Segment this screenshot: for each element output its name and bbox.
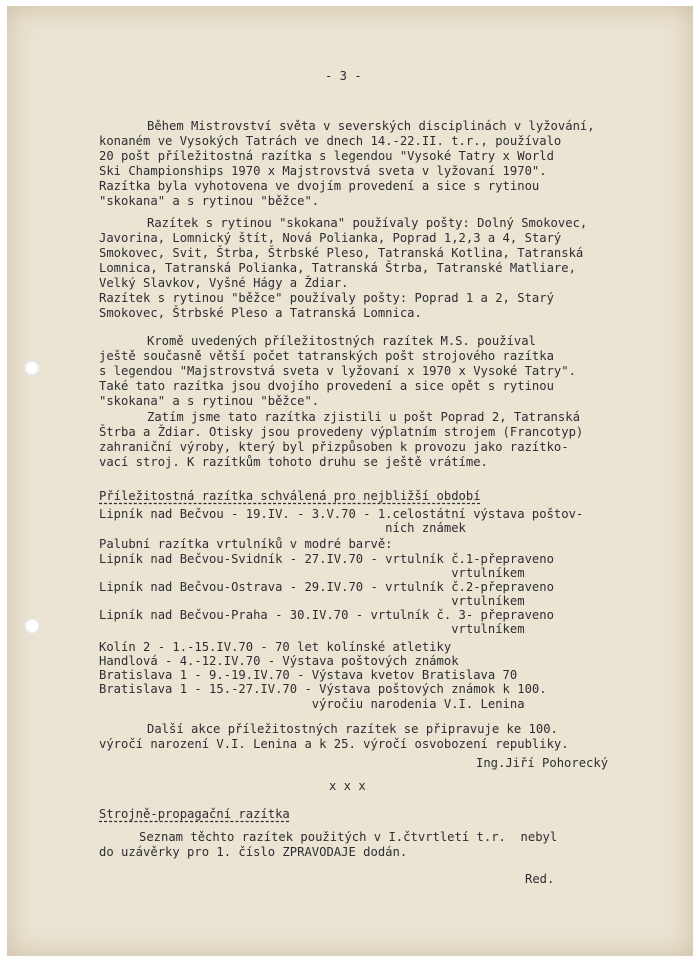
author-signature: Ing.Jiří Pohorecký [476, 756, 609, 770]
para2-line: Razítek s rytinou "skokana" používaly pošty: Dolný Smokovec, [147, 216, 588, 230]
postmark-list-line: Lipník nad Bečvou-Svidník - 27.IV.70 - vrtulník č.1-přepraveno [99, 552, 554, 566]
para2-line: Smokovec, Svit, Štrba, Štrbské Pleso, Tatranská Kotlina, Tatranská [99, 246, 584, 260]
postmark-list-line: vrtulníkem [99, 566, 525, 580]
para2-line: Velký Slavkov, Vyšné Hágy a Ždiar. [99, 276, 349, 290]
postmark-list-line: Bratislava 1 - 15.-27.IV.70 - Výstava poštových známok k 100. [99, 682, 547, 696]
para4-line: Zatím jsme tato razítka zjistili u pošt Poprad 2, Tatranská [147, 410, 580, 424]
postmark-list-line: Lipník nad Bečvou - 19.IV. - 3.V.70 - 1.celostátní výstava poštov- [99, 507, 584, 521]
para2-line: Lomnica, Tatranská Polianka, Tatranská Štrba, Tatranské Matliare, [99, 261, 576, 275]
postmark-list-line: Lipník nad Bečvou-Ostrava - 29.IV.70 - vrtulník č.2-přepraveno [99, 580, 554, 594]
para5-line: Další akce příležitostných razítek se připravuje ke 100. [147, 722, 558, 736]
editor-mark: Red. [525, 872, 555, 886]
postmark-list-line: vrtulníkem [99, 594, 525, 608]
para3-line: Kromě uvedených příležitostných razítek M.S. používal [147, 334, 536, 348]
para4-line: vací stroj. K razítkům tohoto druhu se ještě vrátíme. [99, 455, 488, 469]
para3-line: s legendou "Majstrovstvá sveta v lyžovaní x 1970 x Vysoké Tatry". [99, 364, 576, 378]
para1-line: Ski Championships 1970 x Majstrovstvá sveta v lyžovaní 1970". [99, 164, 547, 178]
para4-line: Štrba a Ždiar. Otisky jsou provedeny výplatním strojem (Francotyp) [99, 425, 584, 439]
page-number: - 3 - [325, 69, 362, 83]
para3-line: ještě současně větší počet tatranských pošt strojového razítka [99, 349, 554, 363]
para2-line: Javorina, Lomnický štít, Nová Polianka, Poprad 1,2,3 a 4, Starý [99, 231, 562, 245]
para3-line: "skokana" a s rytinou "běžce". [99, 394, 320, 408]
para4-line: zahraniční výroby, který byl přizpůsoben k provozu jako razítko- [99, 440, 569, 454]
para1-line: 20 pošt příležitostná razítka s legendou "Vysoké Tatry x World [99, 149, 554, 163]
postmark-list-line: Lipník nad Bečvou-Praha - 30.IV.70 - vrtulník č. 3- přepraveno [99, 608, 554, 622]
postmark-list-line: vrtulníkem [99, 622, 525, 636]
postmark-list-line: Bratislava 1 - 9.-19.IV.70 - Výstava kvetov Bratislava 70 [99, 668, 518, 682]
postmark-list-line: Palubní razítka vrtulníků v modré barvě: [99, 537, 393, 551]
para6-line: Seznam těchto razítek použitých v I.čtvrtletí t.r. nebyl [139, 830, 558, 844]
postmark-list-line: Kolín 2 - 1.-15.IV.70 - 70 let kolínské atletiky [99, 640, 452, 654]
section-heading-machine-postmarks: Strojně-propagační razítka [99, 807, 290, 821]
para1-line: "skokana" a s rytinou "běžce". [99, 194, 320, 208]
para1-line: Během Mistrovství světa v severských disciplinách v lyžování, [147, 119, 595, 133]
para2-line: Smokovec, Štrbské Pleso a Tatranská Lomnica. [99, 306, 422, 320]
para1-line: konaném ve Vysokých Tatrách ve dnech 14.-22.II. t.r., používalo [99, 134, 562, 148]
para6-line: do uzávěrky pro 1. číslo ZPRAVODAJE dodán. [99, 845, 408, 859]
postmark-list-line: ních známek [99, 521, 466, 535]
punch-hole [24, 360, 40, 376]
para5-line: výročí narození V.I. Lenina a k 25. výročí osvobození republiky. [99, 737, 569, 751]
para1-line: Razítka byla vyhotovena ve dvojím provedení a sice s rytinou [99, 179, 540, 193]
punch-hole [24, 618, 40, 634]
para2-line: Razítek s rytinou "běžce" používaly pošty: Poprad 1 a 2, Starý [99, 291, 554, 305]
section-separator: x x x [329, 779, 366, 793]
para3-line: Také tato razítka jsou dvojího provedení a sice opět s rytinou [99, 379, 554, 393]
postmark-list-line: Handlová - 4.-12.IV.70 - Výstava poštových známok [99, 654, 459, 668]
section-heading-occasional-postmarks: Příležitostná razítka schválená pro nejbližší období [99, 489, 481, 503]
postmark-list-line: výročiu narodenia V.I. Lenina [99, 697, 525, 711]
